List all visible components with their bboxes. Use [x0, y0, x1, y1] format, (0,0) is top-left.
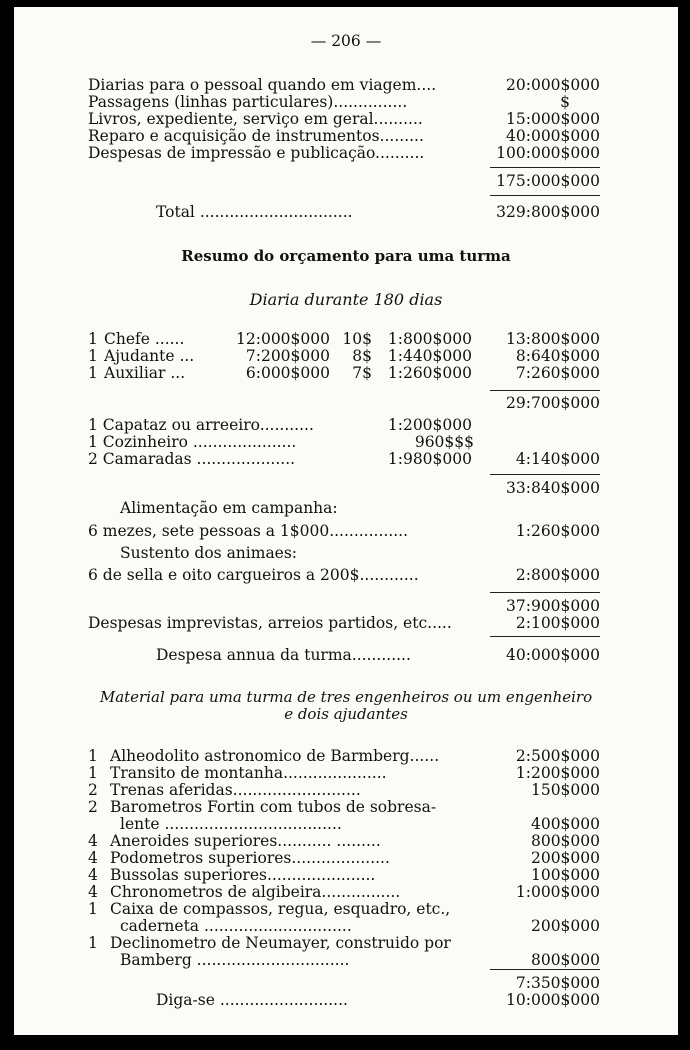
material-value: 400$000 — [530, 815, 600, 833]
material-text: Barometros Fortin com tubos de sobresa- — [110, 798, 437, 816]
summary-subtitle: Diaria durante 180 dias — [249, 290, 443, 309]
material-qty: 4 — [88, 849, 98, 867]
material-text: Chronometros de algibeira................ — [110, 883, 401, 901]
page-number: — 206 — — [310, 32, 382, 50]
material-qty: 4 — [88, 866, 98, 884]
material-value: 800$000 — [530, 832, 600, 850]
food-heading: Alimentação em campanha: — [120, 499, 338, 517]
material-value: 150$000 — [530, 781, 600, 799]
material-value: 800$000 — [530, 951, 600, 969]
material-qty: 1 — [88, 764, 98, 782]
material-title: Material para uma turma de tres engenheiros ou um engenheiro — [99, 688, 593, 706]
material-qty: 4 — [88, 832, 98, 850]
animals-heading: Sustento dos animaes: — [120, 544, 298, 562]
material-qty: 2 — [88, 781, 98, 799]
material-qty: 2 — [88, 798, 98, 816]
material-text: Declinometro de Neumayer, construido por — [110, 934, 451, 952]
material-text: Podometros superiores.................... — [110, 849, 390, 867]
material-text: caderneta .............................. — [120, 917, 352, 935]
material-text: lente .................................... — [120, 815, 342, 833]
material-value: 200$000 — [530, 849, 600, 867]
material-text: Aneroides superiores........... ......... — [110, 832, 381, 850]
material-text: Caixa de compassos, regua, esquadro, etc., — [110, 900, 451, 918]
sum-rule — [490, 636, 600, 637]
material-text: Bussolas superiores...................... — [110, 866, 376, 884]
material-qty: 1 — [88, 934, 98, 952]
material-value: 200$000 — [530, 917, 600, 935]
material-value: 2:500$000 — [515, 747, 600, 765]
material-text: Bamberg ............................... — [120, 951, 350, 969]
material-value: 100$000 — [530, 866, 600, 884]
sum-rule — [490, 195, 600, 196]
material-qty: 1 — [88, 747, 98, 765]
sum-rule — [490, 390, 600, 391]
material-qty: 1 — [88, 900, 98, 918]
summary-title: Resumo do orçamento para uma turma — [181, 247, 511, 265]
material-value: 1:000$000 — [515, 883, 600, 901]
material-text: Transito de montanha..................... — [110, 764, 387, 782]
material-text: Trenas aferidas.......................... — [110, 781, 361, 799]
material-text: Alheodolito astronomico de Barmberg...... — [110, 747, 440, 765]
sum-rule — [490, 592, 600, 593]
material-qty: 4 — [88, 883, 98, 901]
material-value: 1:200$000 — [515, 764, 600, 782]
sum-rule — [490, 167, 600, 168]
sum-rule — [490, 474, 600, 475]
material-title-2: e dois ajudantes — [284, 705, 408, 723]
sum-rule — [490, 969, 600, 970]
document-page: — 206 — Diarias para o pessoal quando em viagem.... 20:000$000 Passagens (linhas particulares)............... $ Livros, expediente, serviço em geral.......... 15:000$000 Reparo e acquisição de instrumentos......... 40:000$000 Despesas de impressão e publicação.......... 100:000$000 175:000$000 Total ............................... 329:800$000 Resumo do orçamento para uma turma Diaria durante 180 dias 1 Chefe ...... 12:000$000 10$ 1:800$000 13:800$000 1 Ajudante ... 7:200$000 8$ 1:440$000 8:640$000 1 Auxiliar ... 6:000$000 7$ 1:260$000 7:260$000 29:700$000 1 Capataz ou arreeiro........... 1:200$000 1 Cozinheiro ..................... 960$$$ 2 Camaradas .................... 1:980$000 4:140$000 33:840$000 Alimentação em campanha: 6 mezes, sete pessoas a 1$000................ 1:260$000 Sustento dos animaes: 6 de sella e oito cargueiros a 200$............ 2:800$000 37:900$000 Despesas imprevistas, arreios partidos, etc..... 2:100$000 Despesa annua da turma............ 40:000$000 Material para uma turma de tres engenheiros ou um engenheiro e dois ajudantes 7:350$000 Diga-se .......................... 10:000$000 1 Alheodolito astronomico de Barmberg...... 2:500$000 1 Transito de montanha..................... 1:200$000 2 Trenas aferidas.......................... 150$000 2 Barometros Fortin com tubos de sobresa- lente .................................... 400$000 4 Aneroides superiores........... ......... 800$000 4 Podometros superiores.................... 200$000 4 Bussolas superiores...................... 100$000 4 Chronometros de algibeira................ 1:000$000 1 Caixa de compassos, regua, esquadro, etc., caderneta .............................. 200$000 1 Declinometro de Neumayer, construido por Bamberg ............................... 800$000 — [14, 7, 678, 1035]
